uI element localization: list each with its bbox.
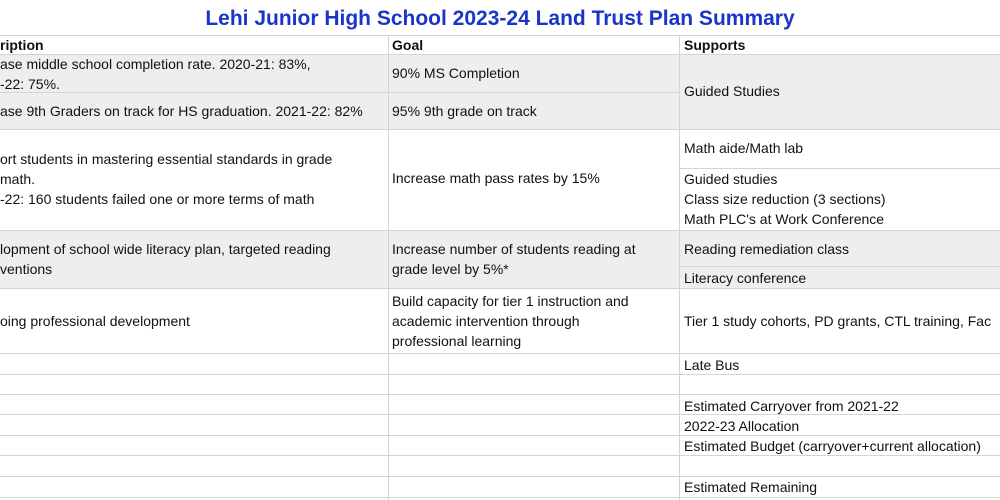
- budget-cell[interactable]: Estimated Budget (carryover+current allocation): [684, 438, 981, 454]
- row4-support-reading[interactable]: Reading remediation class: [684, 241, 849, 257]
- allocation-cell[interactable]: 2022-23 Allocation: [684, 418, 800, 434]
- row4-description-line: lopment of school wide literacy plan, targeted reading: [0, 241, 331, 257]
- row4-description-line: ventions: [0, 261, 53, 277]
- row3-support-class-size[interactable]: Class size reduction (3 sections): [684, 191, 886, 207]
- remaining-cell[interactable]: Estimated Remaining: [684, 479, 818, 495]
- gridline: [0, 394, 1000, 395]
- row4-goal[interactable]: [392, 239, 636, 279]
- carryover-cell[interactable]: Estimated Carryover from 2021-22: [684, 398, 899, 414]
- row3-description-line: math.: [0, 171, 36, 187]
- header-description[interactable]: ription: [0, 37, 44, 53]
- row5-description[interactable]: oing professional development: [0, 313, 190, 329]
- sheet-title: Lehi Junior High School 2023-24 Land Trust Plan Summary: [205, 7, 795, 30]
- header-goal[interactable]: Goal: [392, 37, 424, 53]
- row3-description-line: -22: 160 students failed one or more terms of math: [0, 191, 315, 207]
- gridline: [679, 35, 680, 500]
- row5-support[interactable]: Tier 1 study cohorts, PD grants, CTL training, Fac: [684, 313, 992, 329]
- row4-support-literacy[interactable]: Literacy conference: [684, 270, 807, 286]
- row5-goal[interactable]: [392, 291, 629, 351]
- gridline: [0, 374, 1000, 375]
- row3-description[interactable]: [0, 149, 332, 209]
- header-supports[interactable]: Supports: [684, 37, 746, 53]
- row1-description[interactable]: [0, 54, 311, 94]
- gridline: [0, 476, 1000, 477]
- row5-goal-line: Build capacity for tier 1 instruction and: [392, 293, 629, 309]
- row5-goal-line: professional learning: [392, 333, 522, 349]
- row2-description[interactable]: ase 9th Graders on track for HS graduation. 2021-22: 82%: [0, 103, 363, 119]
- row3-support-plc-conference[interactable]: Math PLC's at Work Conference: [684, 211, 885, 227]
- gridline: [680, 266, 1000, 267]
- row3-support-guided-studies[interactable]: Guided studies: [684, 171, 778, 187]
- row4-goal-line: grade level by 5%*: [392, 261, 509, 277]
- row1-goal[interactable]: 90% MS Completion: [392, 65, 520, 81]
- gridline: [388, 35, 389, 500]
- row1-support[interactable]: Guided Studies: [684, 83, 780, 99]
- gridline: [0, 35, 1000, 36]
- row2-goal[interactable]: 95% 9th grade on track: [392, 103, 537, 119]
- gridline: [0, 230, 1000, 231]
- gridline: [0, 129, 1000, 130]
- row1-description-line: -22: 75%.: [0, 76, 60, 92]
- gridline: [0, 288, 1000, 289]
- row5-goal-line: academic intervention through: [392, 313, 580, 329]
- gridline: [0, 353, 1000, 354]
- late-bus-cell[interactable]: Late Bus: [684, 357, 740, 373]
- row3-goal[interactable]: Increase math pass rates by 15%: [392, 170, 600, 186]
- row3-description-line: ort students in mastering essential standards in grade: [0, 151, 333, 167]
- row4-description[interactable]: [0, 239, 331, 279]
- row4-goal-line: Increase number of students reading at: [392, 241, 636, 257]
- row1-description-line: ase middle school completion rate. 2020-21: 83%,: [0, 56, 311, 72]
- gridline: [0, 497, 1000, 498]
- row3-support-math-aide[interactable]: Math aide/Math lab: [684, 140, 804, 156]
